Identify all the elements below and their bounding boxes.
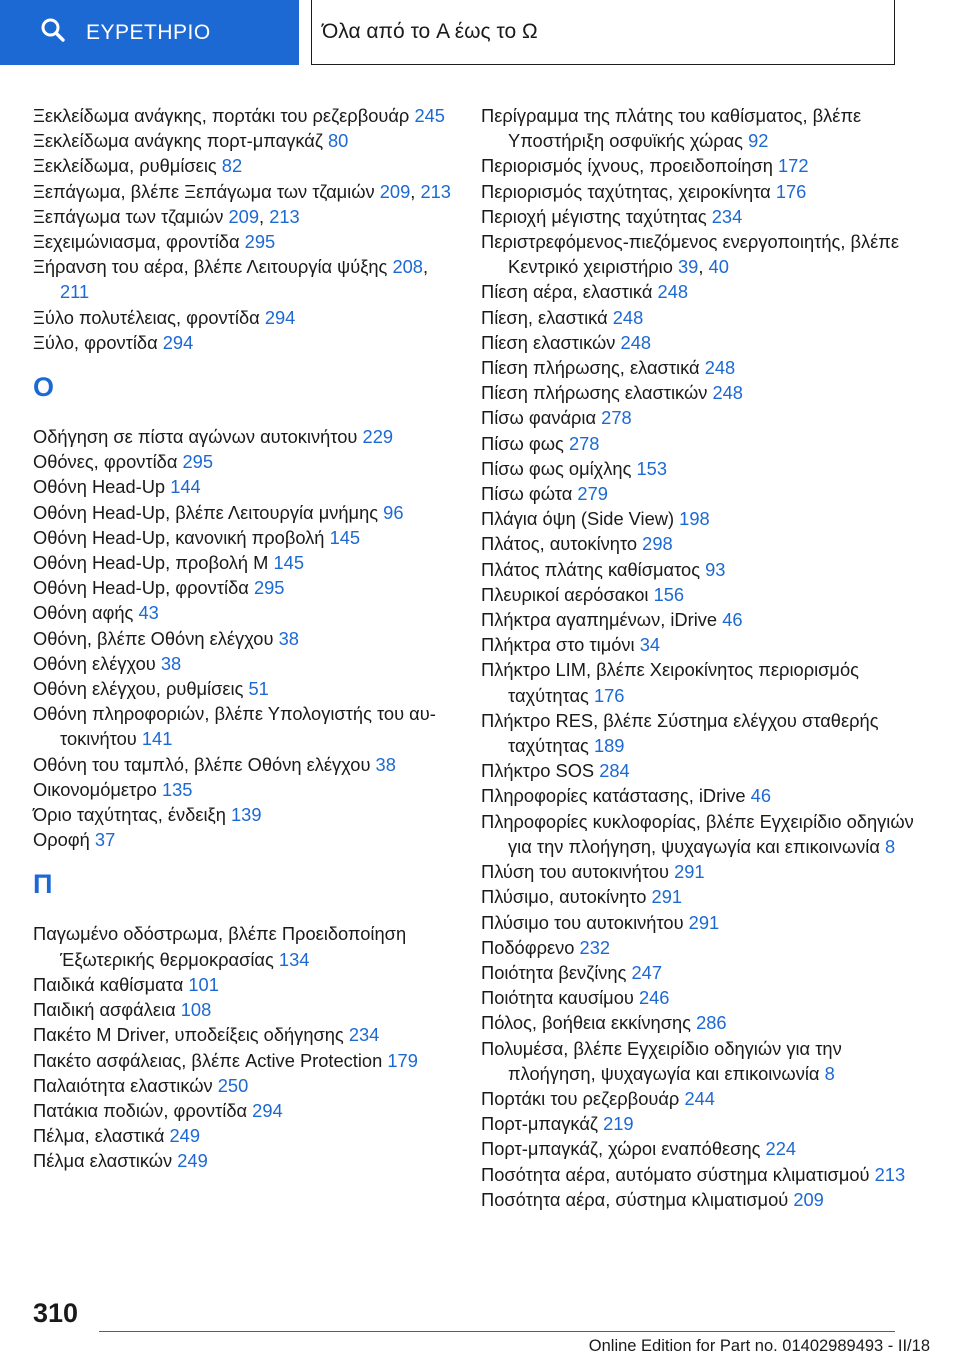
index-entry — [481, 657, 931, 707]
page-link[interactable]: 208 — [392, 256, 423, 278]
entry-text: Πληροφορίες κατάστασης, iDrive — [481, 785, 746, 807]
page-link[interactable]: 8 — [885, 835, 896, 857]
index-entry — [481, 506, 931, 531]
index-entry — [33, 972, 458, 997]
entry-text: Οδήγηση σε πίστα αγώνων αυτοκινήτου — [33, 426, 358, 448]
page-link[interactable]: 43 — [138, 602, 159, 624]
index-entry — [481, 935, 931, 960]
entry-text: Οθόνη Head-Up, βλέπε Λειτουργία μνήμης — [33, 501, 379, 523]
index-entry — [481, 1111, 931, 1136]
index-entry — [33, 1022, 458, 1047]
index-entry — [33, 752, 458, 777]
index-entry — [481, 607, 931, 632]
entry-text: Πίεση ελαστικών — [481, 331, 616, 353]
index-entry — [481, 582, 931, 607]
page-link[interactable]: 38 — [375, 753, 396, 775]
page-link[interactable]: 295 — [244, 231, 276, 253]
index-entry — [481, 1136, 931, 1161]
entry-text: Οθόνη πληροφοριών, βλέπε Υπολογιστής του αυτοκινήτου — [33, 703, 436, 750]
page-link[interactable]: 96 — [383, 501, 404, 523]
index-entry — [33, 575, 458, 600]
entry-text: Οθόνη αφής — [33, 602, 134, 624]
page-link[interactable]: 248 — [612, 306, 644, 328]
index-entry — [481, 960, 931, 985]
page-link[interactable]: 291 — [688, 911, 720, 933]
page-link[interactable]: 213 — [420, 180, 451, 202]
index-entry — [481, 1086, 931, 1111]
index-entry — [481, 229, 931, 279]
entry-text: Πληροφορίες κυκλοφορίας, βλέπε Εγχειρίδιο οδηγιών για την πλοήγηση, ψυχαγωγία και επικοινωνία — [481, 810, 914, 857]
entry-text: Οθόνη Head-Up, προβολή M — [33, 552, 269, 574]
index-entry — [33, 600, 458, 625]
entry-text: Πακέτο M Driver, υποδείξεις οδήγησης — [33, 1024, 344, 1046]
index-search-button[interactable] — [0, 0, 299, 65]
index-entry — [33, 701, 458, 751]
index-entry — [481, 279, 931, 304]
index-entry — [33, 651, 458, 676]
page-link[interactable]: 244 — [684, 1087, 715, 1109]
entry-text: Ξεκλείδωμα ανάγκης, πορτάκι του ρεζερβουάρ — [33, 105, 410, 126]
entry-text: Πλήκτρα στο τιμόνι — [481, 634, 635, 656]
page-link[interactable]: 8 — [824, 1062, 835, 1084]
page-link[interactable]: 80 — [327, 130, 349, 152]
page-link[interactable]: 294 — [264, 306, 296, 328]
entry-text: Πίσω φως ομίχλης — [481, 457, 632, 479]
page-link[interactable]: 295 — [253, 577, 285, 599]
page-link[interactable]: 294 — [252, 1099, 283, 1121]
entry-text: Οθόνες, φροντίδα — [33, 451, 178, 473]
page-link[interactable]: 172 — [778, 155, 809, 177]
footer-divider — [99, 1331, 895, 1332]
entry-text: Οθόνη Head-Up, κανονική προβολή — [33, 526, 325, 548]
index-entry — [33, 1148, 458, 1173]
page-link[interactable]: 248 — [704, 357, 736, 379]
index-entry — [33, 128, 458, 153]
entry-text: Οθόνη Head-Up — [33, 476, 166, 498]
page-link[interactable]: 101 — [188, 973, 219, 995]
page-link[interactable]: 250 — [217, 1074, 249, 1096]
index-entry — [481, 103, 931, 153]
page-link[interactable]: 245 — [414, 105, 445, 126]
search-icon — [40, 17, 66, 48]
entry-text: Οθόνη του ταμπλό, βλέπε Οθόνη ελέγχου — [33, 753, 371, 775]
entry-text: Ποιότητα βενζίνης — [481, 961, 627, 983]
page-link[interactable]: 213 — [874, 1163, 906, 1185]
page-link[interactable]: 295 — [182, 451, 214, 473]
entry-text: Πλήκτρα αγαπημένων, iDrive — [481, 609, 718, 631]
index-entry — [481, 632, 931, 657]
index-entry — [33, 827, 458, 852]
entry-text: Πίεση πλήρωσης, ελαστικά — [481, 357, 700, 379]
page-link[interactable]: 294 — [162, 331, 194, 353]
page-link[interactable]: 156 — [653, 583, 685, 605]
page-link[interactable]: 234 — [348, 1024, 380, 1046]
page-link[interactable]: 249 — [169, 1125, 200, 1147]
page-link[interactable]: 246 — [638, 987, 670, 1009]
entry-text: Παγωμένο οδόστρωμα, βλέπε Προειδοποίηση Έξωτερικής θερμοκρασίας — [33, 923, 407, 970]
entry-text: Ξεπάγωμα, βλέπε Ξεπάγωμα των τζαμιών — [33, 180, 375, 202]
entry-text: Πίεση, ελαστικά — [481, 306, 608, 328]
entry-text: Ξύλο πολυτέλειας, φροντίδα — [33, 306, 260, 328]
index-entry — [33, 921, 458, 971]
entry-text: Πίσω φως — [481, 432, 564, 454]
page-link[interactable]: 298 — [642, 533, 673, 555]
entry-text: Όριο ταχύτητας, ένδειξη — [33, 804, 226, 826]
entry-text: Ξεπάγωμα των τζαμιών — [33, 205, 224, 227]
page-link[interactable]: 82 — [221, 155, 243, 177]
entry-text: Πορτάκι του ρεζερβουάρ — [481, 1087, 680, 1109]
page-link[interactable]: 247 — [631, 961, 662, 983]
entry-text: Πλήκτρο SOS — [481, 760, 595, 782]
index-entry — [481, 985, 931, 1010]
page-link[interactable]: 153 — [636, 457, 668, 479]
page-link[interactable]: 213 — [269, 205, 300, 227]
entry-text: Πολυμέσα, βλέπε Εγχειρίδιο οδηγιών για την πλοήγηση, ψυχαγωγία και επικοινωνία — [481, 1037, 842, 1084]
entry-text: Περιορισμός ίχνους, προειδοποίηση — [481, 155, 773, 177]
section-letter: Ο — [33, 372, 55, 403]
index-entry — [33, 153, 458, 178]
index-entry — [481, 1162, 931, 1187]
index-column-left — [33, 103, 458, 1174]
entry-text: Ξήρανση του αέρα, βλέπε Λειτουργία ψύξης — [33, 256, 388, 278]
entry-text: Πλήκτρο RES, βλέπε Σύστημα ελέγχου σταθερής ταχύτητας — [481, 709, 879, 757]
index-entry — [33, 997, 458, 1022]
index-entry — [481, 531, 931, 556]
edition-info: Online Edition for Part no. 01402989493 - II/18 — [588, 1337, 930, 1355]
index-entry — [481, 405, 931, 430]
index-entry — [33, 626, 458, 651]
page-link[interactable]: 211 — [60, 281, 90, 303]
index-entry — [481, 809, 931, 859]
index-entry — [481, 1036, 931, 1086]
page-link[interactable]: 176 — [775, 180, 807, 202]
entry-text: Πίεση πλήρωσης ελαστικών — [481, 382, 708, 404]
entry-text: Ποσότητα αέρα, αυτόματο σύστημα κλιματισμού — [481, 1163, 870, 1185]
page-link[interactable]: 209 — [379, 180, 411, 202]
entry-text: Πίεση αέρα, ελαστικά — [481, 281, 653, 303]
page-link[interactable]: 279 — [577, 483, 608, 505]
entry-text: Παιδικά καθίσματα — [33, 973, 184, 995]
page-link[interactable]: 209 — [793, 1188, 824, 1210]
entry-text: Πίσω φώτα — [481, 483, 573, 505]
entry-text: Πλάγια όψη (Side View) — [481, 508, 675, 530]
page-link[interactable]: 134 — [278, 948, 310, 970]
index-entry — [33, 1123, 458, 1148]
page-link[interactable]: 248 — [620, 331, 652, 353]
entry-text: Πορτ-μπαγκάζ — [481, 1113, 598, 1135]
entry-text: Οθόνη ελέγχου, ρυθμίσεις — [33, 678, 244, 700]
page-link[interactable]: 93 — [705, 558, 726, 580]
page-link[interactable]: 38 — [160, 652, 182, 674]
index-entry — [33, 550, 458, 575]
page-link[interactable]: 46 — [750, 785, 772, 807]
page-link[interactable]: 179 — [387, 1049, 418, 1071]
entry-text: Παλαιότητα ελαστικών — [33, 1074, 213, 1096]
index-entry — [33, 103, 458, 128]
index-entry — [481, 557, 931, 582]
index-entry — [481, 456, 931, 481]
page-separator: , — [422, 256, 429, 278]
page-separator: , — [410, 180, 416, 202]
entry-text: Οικονομόμετρο — [33, 778, 157, 800]
page-link[interactable]: 34 — [639, 634, 661, 656]
index-entry — [33, 676, 458, 701]
entry-text: Περιοχή μέγιστης ταχύτητας — [481, 205, 707, 227]
entry-text: Πλάτος πλάτης καθίσματος — [481, 558, 701, 580]
page-link[interactable]: 108 — [180, 999, 212, 1021]
page-link[interactable]: 145 — [273, 552, 304, 574]
index-entry — [481, 431, 931, 456]
index-entry — [481, 910, 931, 935]
page-link[interactable]: 249 — [177, 1150, 208, 1172]
page-link[interactable]: 141 — [141, 728, 173, 750]
entry-text: Πλύσιμο, αυτοκίνητο — [481, 886, 647, 908]
index-entry — [33, 777, 458, 802]
entry-text: Ξύλο, φροντίδα — [33, 331, 158, 353]
page-link[interactable]: 176 — [593, 684, 625, 706]
index-entry — [33, 330, 458, 355]
entry-text: Οθόνη Head-Up, φροντίδα — [33, 577, 249, 599]
page-link[interactable]: 38 — [278, 627, 299, 649]
entry-text: Πλήκτρο LIM, βλέπε Χειροκίνητος περιορισμός ταχύτητας — [481, 659, 859, 706]
page-link[interactable]: 40 — [708, 256, 729, 278]
index-entry — [33, 802, 458, 827]
entry-text: Ξεχειμώνιασμα, φροντίδα — [33, 231, 240, 253]
page-link[interactable]: 234 — [711, 205, 743, 227]
index-entry — [33, 305, 458, 330]
page-link[interactable]: 139 — [231, 804, 262, 826]
page-link[interactable]: 37 — [94, 829, 116, 851]
entry-text: Περιστρεφόμενος-πιεζόμενος ενεργοποιητής, βλέπε Κεντρικό χειριστήριο — [481, 231, 900, 278]
page-link[interactable]: 291 — [674, 861, 705, 883]
page-link[interactable]: 248 — [712, 382, 743, 404]
entry-text: Ποσότητα αέρα, σύστημα κλιματισμού — [481, 1188, 789, 1210]
index-entry — [33, 525, 458, 550]
page-link[interactable]: 135 — [161, 778, 193, 800]
index-entry — [481, 305, 931, 330]
index-entry — [33, 1073, 458, 1098]
entry-text: Πόλος, βοήθεια εκκίνησης — [481, 1012, 691, 1034]
entry-text: Πακέτο ασφάλειας, βλέπε Active Protection — [33, 1049, 383, 1071]
index-column-right — [481, 103, 931, 1212]
page-separator: , — [259, 205, 265, 227]
index-entry — [481, 1187, 931, 1212]
index-entry — [481, 179, 931, 204]
index-entry — [33, 500, 458, 525]
index-entry — [33, 1048, 458, 1073]
page-separator: , — [698, 256, 704, 278]
page-link[interactable]: 46 — [722, 609, 743, 631]
index-entry — [481, 380, 931, 405]
entry-text: Ποιότητα καυσίμου — [481, 987, 634, 1009]
page-link[interactable]: 229 — [362, 426, 394, 448]
index-entry — [33, 424, 458, 449]
page-link[interactable]: 278 — [568, 432, 600, 454]
index-entry — [33, 449, 458, 474]
index-entry — [33, 179, 458, 204]
index-entry — [33, 229, 458, 254]
page-link[interactable]: 219 — [603, 1113, 634, 1135]
index-entry — [481, 153, 931, 178]
page-link[interactable]: 189 — [593, 735, 625, 757]
entry-text: Ποδόφρενο — [481, 936, 575, 958]
section-letter: Π — [33, 869, 53, 900]
page-link[interactable]: 224 — [765, 1138, 797, 1160]
entry-text: Πλύση του αυτοκινήτου — [481, 861, 669, 883]
index-entry — [481, 783, 931, 808]
index-entry — [481, 708, 931, 758]
page-link[interactable]: 248 — [657, 281, 689, 303]
page-link[interactable]: 144 — [170, 476, 201, 498]
page-number: 310 — [33, 1298, 79, 1328]
page-link[interactable]: 92 — [748, 130, 769, 152]
index-entry — [481, 859, 931, 884]
entry-text: Πορτ-μπαγκάζ, χώροι εναπόθεσης — [481, 1138, 761, 1160]
page-link[interactable]: 232 — [579, 936, 611, 958]
index-entry — [33, 1098, 458, 1123]
entry-text: Πατάκια ποδιών, φροντίδα — [33, 1099, 248, 1121]
entry-text: Περιορισμός ταχύτητας, χειροκίνητα — [481, 180, 771, 202]
index-entry — [481, 1010, 931, 1035]
entry-text: Πλευρικοί αερόσακοι — [481, 583, 649, 605]
page-link[interactable]: 209 — [228, 205, 259, 227]
entry-text: Ξεκλείδωμα, ρυθμίσεις — [33, 155, 217, 177]
index-entry — [481, 204, 931, 229]
page-link[interactable]: 39 — [678, 256, 699, 278]
entry-text: Πέλμα, ελαστικά — [33, 1125, 165, 1147]
page-link[interactable]: 278 — [601, 407, 632, 429]
index-entry — [481, 355, 931, 380]
page-link[interactable]: 198 — [679, 508, 710, 530]
entry-text: Οροφή — [33, 829, 90, 851]
entry-text: Πλάτος, αυτοκίνητο — [481, 533, 638, 555]
page-link[interactable]: 286 — [696, 1012, 727, 1034]
page-link[interactable]: 51 — [248, 678, 269, 700]
index-entry — [481, 481, 931, 506]
entry-text: Περίγραμμα της πλάτης του καθίσματος, βλέπε Υποστήριξη οσφυϊκής χώρας — [481, 105, 862, 152]
index-entry — [481, 330, 931, 355]
entry-text: Πλύσιμο του αυτοκινήτου — [481, 911, 684, 933]
index-entry — [33, 204, 458, 229]
page-link[interactable]: 145 — [329, 526, 361, 548]
entry-text: Παιδική ασφάλεια — [33, 999, 176, 1021]
index-label: ΕΥΡΕΤΗΡΙΟ — [86, 20, 211, 44]
index-entry — [481, 758, 931, 783]
index-entry — [33, 474, 458, 499]
entry-text: Ξεκλείδωμα ανάγκης πορτ-μπαγκάζ — [33, 130, 323, 152]
page-title: Όλα από το A έως το Ω — [311, 0, 895, 65]
entry-text: Οθόνη ελέγχου — [33, 652, 156, 674]
page-link[interactable]: 291 — [651, 886, 683, 908]
index-entry — [481, 884, 931, 909]
page-link[interactable]: 284 — [599, 760, 630, 782]
entry-text: Πέλμα ελαστικών — [33, 1150, 173, 1172]
entry-text: Οθόνη, βλέπε Οθόνη ελέγχου — [33, 627, 274, 649]
index-entry — [33, 254, 458, 304]
entry-text: Πίσω φανάρια — [481, 407, 597, 429]
